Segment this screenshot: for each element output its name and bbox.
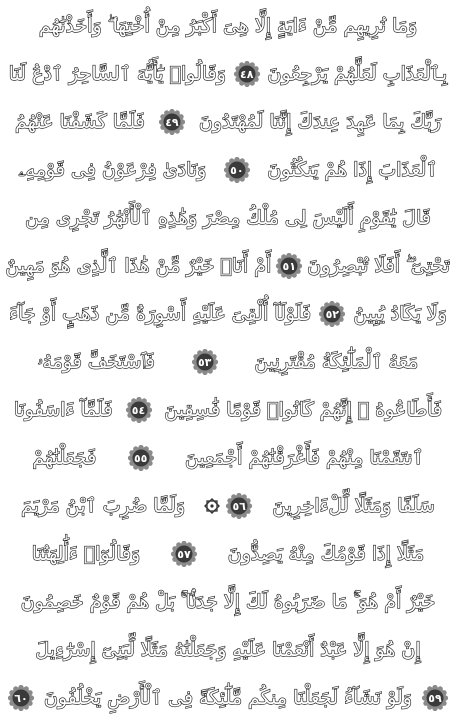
verse-text: وَلَوْ نَشَآءُ لَجَعَلْنَا مِنكُم مَّلَٰٓئِكَةً فِى ٱلْأَرْضِ يَخْلُفُونَ — [44, 686, 412, 709]
verse-text: قَالَ يَٰقَوْمِ أَلَيْسَ لِى مُلْكُ مِصْرَ وَهَٰذِهِ ٱلْأَنْهَٰرُ تَجْرِى مِن — [25, 206, 431, 229]
verse-number-marker — [222, 157, 252, 183]
verse-number: ٦٠ — [14, 691, 28, 705]
text-line — [6, 50, 450, 98]
verse-number: ٥١ — [282, 259, 296, 273]
text-line — [6, 290, 450, 338]
verse-text: أَمْ أَنَا۠ خَيْرٌ مِّنْ هَٰذَا ٱلَّذِى هُوَ مَهِينٌ — [6, 254, 272, 277]
verse-text: وَمَا نُرِيهِم مِّنْ ءَايَةٍ إِلَّا هِىَ أَكْبَرُ مِنْ أُخْتِهَا ۖ وَأَخَذْنَٰهُم — [38, 14, 418, 37]
text-line — [6, 530, 450, 578]
text-line — [6, 98, 450, 146]
verse-number-marker — [124, 397, 154, 423]
verse-number: ٥٢ — [325, 307, 340, 321]
verse-text: تَحْتِىٓ ۖ أَفَلَا تُبْصِرُونَ — [307, 254, 450, 277]
verse-text: فَٱسْتَخَفَّ قَوْمَهُۥ — [37, 350, 155, 373]
verse-number: ٥٩ — [428, 691, 442, 705]
verse-text: ٱنتَقَمْنَا مِنْهُمْ فَأَغْرَقْنَٰهُمْ أَجْمَعِينَ — [185, 446, 424, 469]
verse-text: فَجَعَلْنَٰهُمْ — [32, 446, 97, 469]
text-line — [6, 2, 450, 50]
verse-text: خَيْرٌ أَمْ هُوَ ۚ مَا ضَرَبُوهُ لَكَ إِلَّا جَدَلًۢا ۚ بَلْ هُمْ قَوْمٌ خَصِمُونَ — [20, 590, 436, 613]
verse-number: ٥٤ — [131, 403, 146, 417]
verse-text: مَثَلًا إِذَا قَوْمُكَ مِنْهُ يَصِدُّونَ — [227, 542, 425, 565]
verse-number: ٥٠ — [230, 163, 244, 177]
text-line — [6, 242, 450, 290]
verse-number-marker — [157, 109, 187, 135]
verse-text: مَعَهُ ٱلْمَلَٰٓئِكَةُ مُقْتَرِنِينَ — [254, 350, 419, 373]
verse-number-marker — [190, 349, 220, 375]
text-line — [6, 482, 450, 530]
text-line — [6, 338, 450, 386]
text-line — [6, 194, 450, 242]
text-line — [6, 578, 450, 626]
verse-number-marker — [126, 445, 156, 471]
verse-text: فَأَطَاعُوهُ ۚ إِنَّهُمْ كَانُوا۟ قَوْمًا فَٰسِقِينَ — [164, 398, 443, 421]
verse-number: ٥٥ — [133, 451, 148, 465]
verse-text: بِٱلْعَذَابِ لَعَلَّهُمْ يَرْجِعُونَ — [267, 62, 448, 85]
text-line — [6, 386, 450, 434]
verse-text: وَقَالُوا۟ يَٰٓأَيُّهَ ٱلسَّاحِرُ ٱدْعُ لَنَا — [8, 62, 226, 85]
verse-text: فَلَمَّآ ءَاسَفُونَا — [13, 398, 113, 421]
verse-text: وَلَمَّا ضُرِبَ ٱبْنُ مَرْيَمَ — [21, 494, 185, 517]
text-line — [6, 674, 450, 722]
text-line — [6, 434, 450, 482]
verse-text: فَلَوْلَآ أُلْقِىَ عَلَيْهِ أَسْوِرَةٌ مِّن ذَهَبٍ أَوْ جَآءَ — [9, 302, 312, 325]
verse-text: رَبَّكَ بِمَا عَهِدَ عِندَكَ إِنَّنَا لَمُهْتَدُونَ — [198, 110, 441, 133]
verse-number: ٤٩ — [165, 115, 179, 129]
text-line — [6, 626, 450, 674]
verse-text: وَلَا يَكَادُ يُبِينُ — [353, 302, 447, 325]
verse-text: وَنَادَىٰ فِرْعَوْنُ فِى قَوْمِهِۦ — [18, 158, 207, 181]
verse-number-marker — [232, 61, 262, 87]
rub-el-hizb-icon — [203, 497, 221, 515]
verse-number: ٥٦ — [232, 499, 246, 513]
verse-number-marker — [274, 253, 304, 279]
verse-text: ٱلْعَذَابَ إِذَا هُمْ يَنكُثُونَ — [267, 158, 438, 181]
verse-number-marker — [420, 685, 450, 711]
verse-number-marker — [6, 685, 36, 711]
verse-number-marker — [224, 493, 254, 519]
verse-text: وَقَالُوٓا۟ ءَأَٰلِهَتُنَا — [31, 542, 141, 565]
verse-number: ٥٧ — [177, 547, 191, 561]
verse-number-marker — [169, 541, 199, 567]
verse-number: ٥٣ — [197, 355, 212, 369]
verse-number: ٤٨ — [240, 67, 254, 81]
verse-number-marker — [317, 301, 347, 327]
verse-text: إِنْ هُوَ إِلَّا عَبْدٌ أَنْعَمْنَا عَلَيْهِ وَجَعَلْنَٰهُ مَثَلًا لِّبَنِىٓ إِسْرَٰٓءِيلَ — [35, 638, 421, 661]
verse-text: سَلَفًا وَمَثَلًا لِّلْءَاخِرِينَ — [272, 494, 435, 517]
verse-text: فَلَمَّا كَشَفْنَا عَنْهُمُ — [15, 110, 145, 133]
text-line — [6, 146, 450, 194]
